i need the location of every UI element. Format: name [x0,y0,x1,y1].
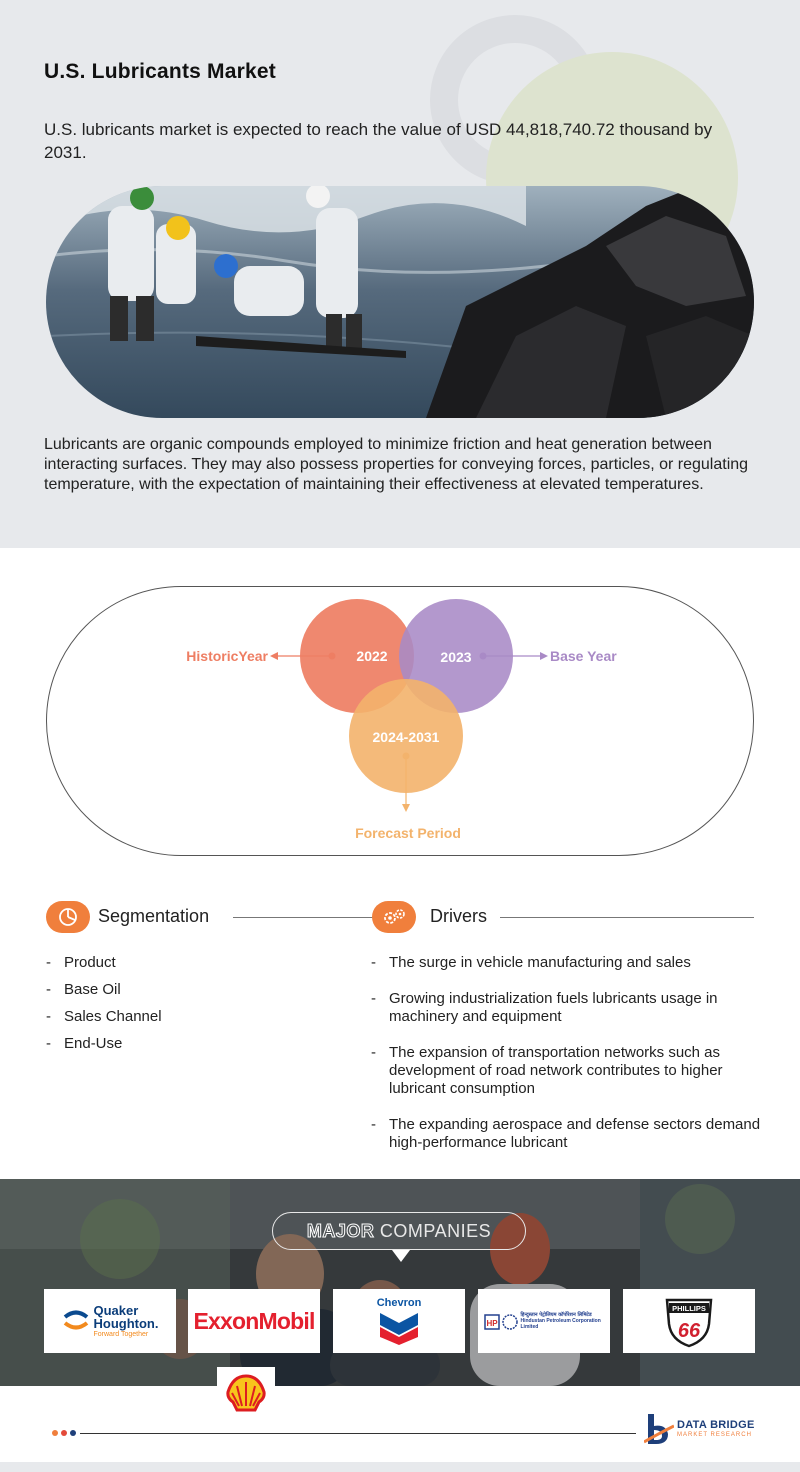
historic-year-value: 2022 [356,648,388,664]
dot-icon [61,1430,67,1436]
exxonmobil-text: ExxonMobil [193,1307,315,1334]
brand-subtitle: MARKET RESEARCH [677,1432,752,1438]
sixty-six-text: 66 [677,1320,701,1342]
phillips-66-logo [623,1289,755,1353]
list-item: - Product [46,954,346,972]
list-item: - The surge in vehicle manufacturing and sales [371,954,761,972]
segmentation-divider [233,917,373,918]
brand-name: DATA BRIDGE [677,1419,755,1431]
forecast-years-value: 2024-2031 [372,729,440,745]
houghton-text: Houghton. [93,1315,159,1331]
historic-dot [329,653,336,660]
major-companies-rest: COMPANIES [374,1220,492,1241]
dot-icon [52,1430,58,1436]
gears-icon [372,901,416,933]
base-dot [480,653,487,660]
shell-emblem [225,1374,267,1412]
list-item: - End-Use [46,1035,346,1053]
pagination-dots [52,1430,76,1436]
drivers-list [371,954,761,1170]
forecast-arrow [402,804,410,812]
historic-year-label: HistoricYear [186,648,268,664]
hpcl-english-text: Hindustan Petroleum Corporation Limited [520,1318,601,1330]
list-item: - The expansion of transportation networks such as development of road network contributes to higher lubricant consumption [371,1044,761,1098]
dot-icon [70,1430,76,1436]
quaker-houghton-logo [44,1289,176,1353]
shell-logo [217,1367,275,1419]
drivers-divider [500,917,754,918]
hpcl-logo [478,1289,610,1353]
segmentation-list [46,954,346,1062]
quaker-tagline: Forward Together [93,1330,149,1338]
chevron-text: Chevron [376,1297,422,1309]
segmentation-title: Segmentation [98,906,210,926]
historic-arrow [270,652,278,660]
oil-spill-cleanup-photo [46,186,754,418]
timeline-diagram [0,586,800,856]
list-item: - Base Oil [46,981,346,999]
svg-text:HP: HP [485,1319,498,1328]
footer-divider [80,1433,636,1434]
hpcl-emblem [484,1311,518,1331]
major-companies-heading [272,1212,526,1250]
intro-section [0,0,800,548]
list-item: - Sales Channel [46,1008,346,1026]
hpcl-hindi-text: हिन्दुस्तान पेट्रोलियम कॉर्पोरेशन लिमिटेड [520,1312,592,1318]
lubricants-description: Lubricants are organic compounds employed to minimize friction and heat generation between interacting surfaces. They may also possess properties for conveying forces, particles, or regulating temperature, with the expectation of maintaining their effectiveness at elevated temperatures. [44,436,749,493]
quaker-text: Quaker [93,1302,139,1318]
chevron-emblem [378,1309,420,1345]
quaker-houghton-emblem [62,1308,90,1334]
companies-background-photo [0,1179,800,1386]
data-bridge-emblem [644,1412,674,1446]
pie-chart-icon [46,901,90,933]
list-item: - Growing industrialization fuels lubricants usage in machinery and equipment [371,990,761,1026]
bottom-strip [0,1462,800,1472]
major-companies-highlight: MAJOR [306,1220,375,1241]
base-arrow [540,652,548,660]
page-title: U.S. Lubricants Market [44,60,276,83]
heading-pointer [392,1250,410,1262]
chevron-logo [333,1289,465,1353]
phillips-text: PHILLIPS [672,1304,706,1313]
phillips-66-shield [662,1294,716,1348]
market-value-summary: U.S. lubricants market is expected to reach the value of USD 44,818,740.72 thousand by 2031. [44,120,713,162]
list-item: - The expanding aerospace and defense sectors demand high-performance lubricant [371,1116,761,1152]
forecast-dot [403,753,410,760]
data-bridge-logo [644,1412,755,1446]
base-year-value: 2023 [440,649,472,665]
drivers-title: Drivers [430,906,487,926]
exxonmobil-logo [188,1289,320,1353]
base-year-label: Base Year [550,648,617,664]
forecast-period-label: Forecast Period [355,825,461,841]
